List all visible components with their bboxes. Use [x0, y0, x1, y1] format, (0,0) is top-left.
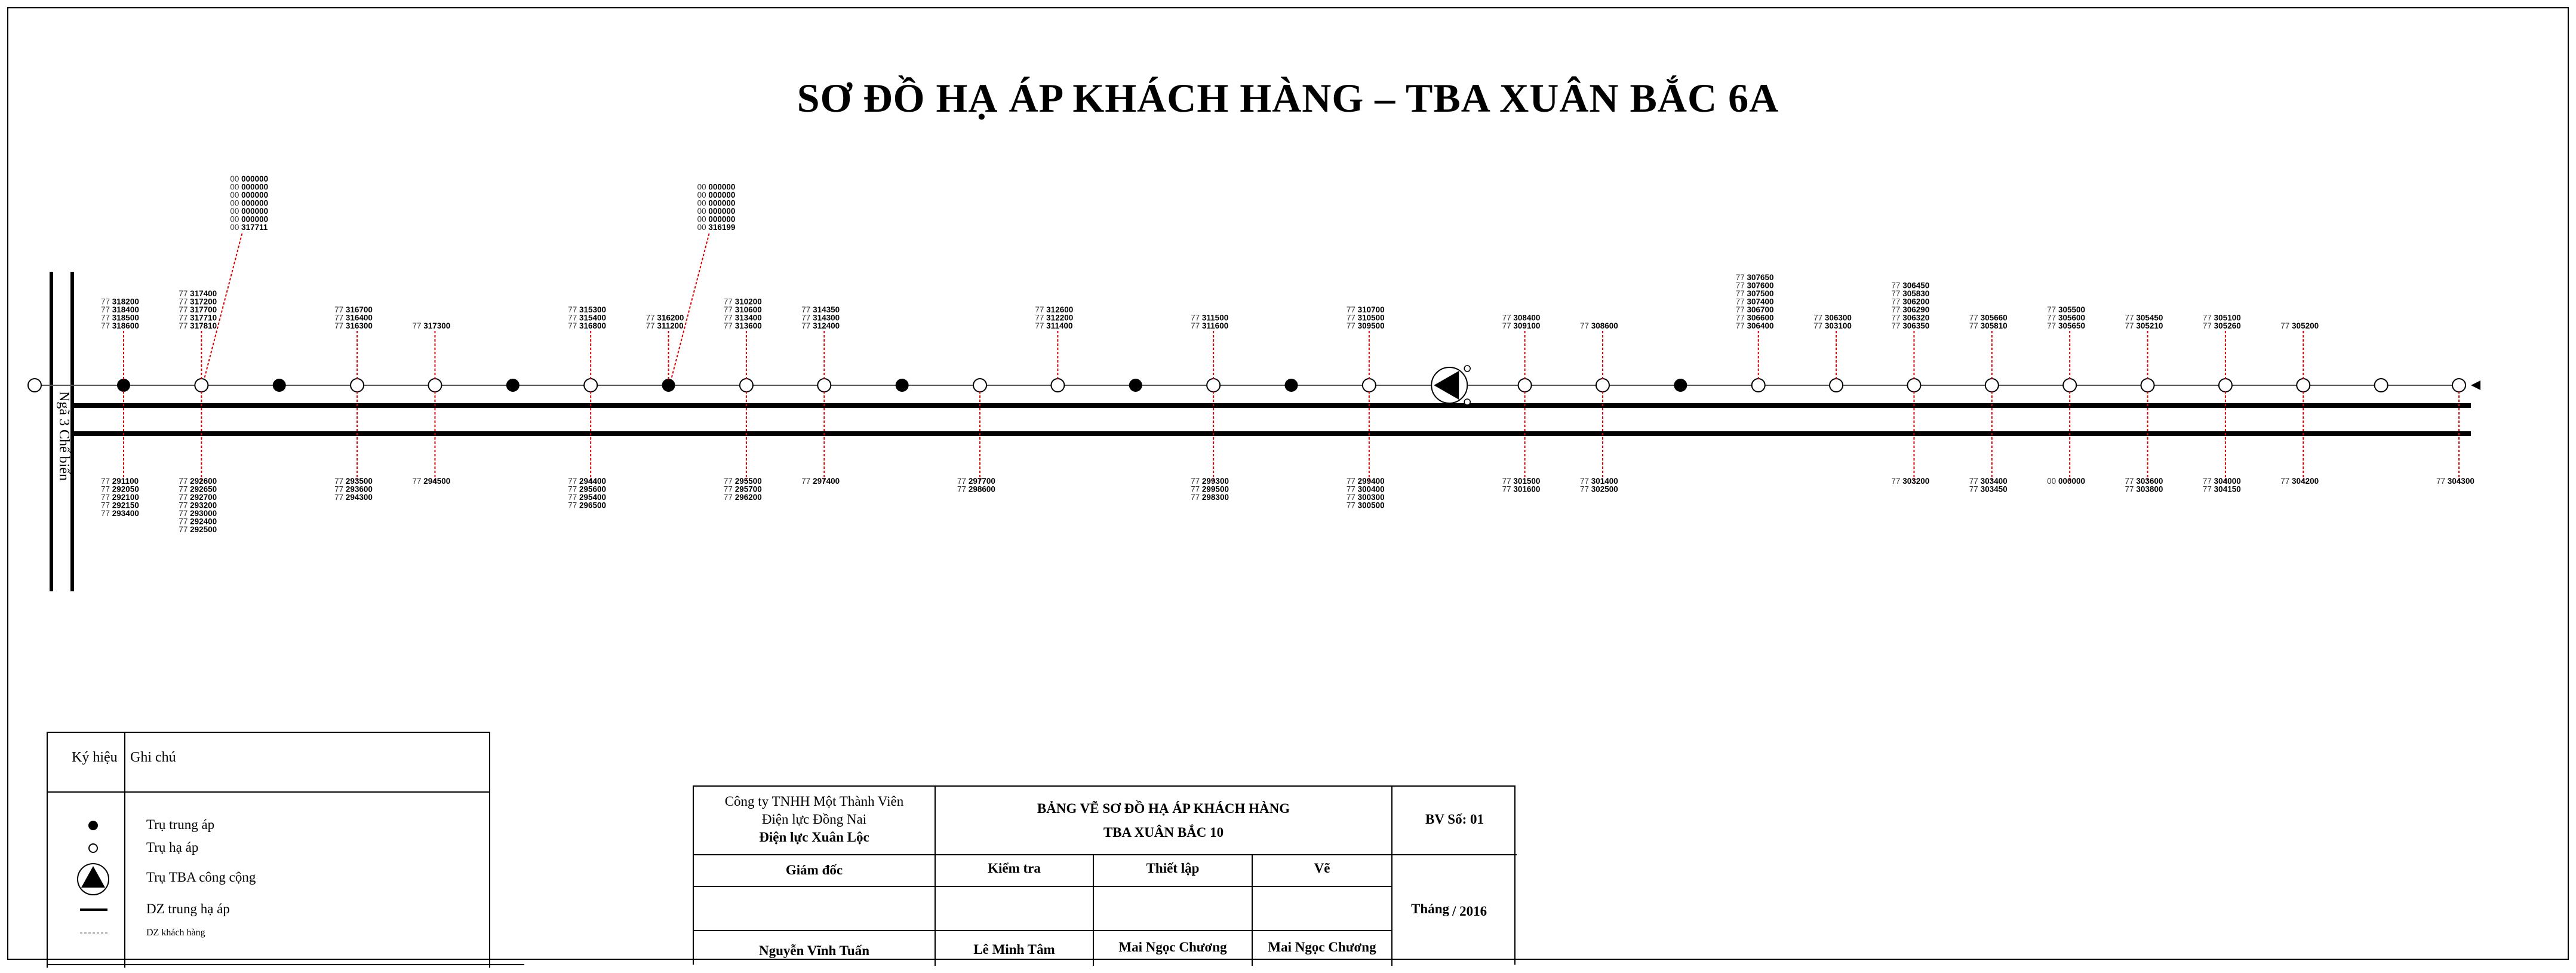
- page-title: SƠ ĐỒ HẠ ÁP KHÁCH HÀNG – TBA XUÂN BẮC 6A: [797, 75, 1779, 121]
- name-director: Nguyễn Vĩnh Tuấn: [759, 943, 869, 958]
- legend-underline: [47, 964, 524, 965]
- customer-group: [1813, 314, 1852, 380]
- role-draw: Vẽ: [1314, 861, 1330, 876]
- customer-code: 77 291100: [101, 477, 139, 486]
- customer-code: 77 305660: [1969, 313, 2008, 323]
- company-line-2: Điện lực Đồng Nai: [761, 812, 867, 827]
- customer-code: 77 311600: [1191, 321, 1229, 330]
- tba-pole: [1431, 366, 1470, 405]
- customer-code: 77 292650: [179, 484, 217, 494]
- customer-code: 77 307400: [1735, 297, 1774, 306]
- drawing-title-line-2: TBA XUÂN BẮC 10: [1103, 825, 1224, 840]
- customer-code: 77 304000: [2202, 477, 2241, 486]
- lv-pole: [2219, 379, 2232, 392]
- customer-code: 77 315400: [568, 313, 607, 323]
- customer-code: 00 000000: [230, 198, 269, 208]
- legend-item-lv-pole: [48, 836, 491, 860]
- role-director: Giám đốc: [785, 862, 843, 877]
- customer-code: 77 318600: [101, 321, 139, 330]
- customer-code: 77 316200: [645, 313, 684, 323]
- lv-pole: [2063, 379, 2076, 392]
- mv-pole: [896, 379, 909, 392]
- customer-code: 77 312200: [1035, 313, 1074, 323]
- customer-code: 77 293000: [179, 509, 217, 518]
- lv-pole: [2452, 379, 2466, 392]
- mv-pole-icon: [48, 814, 124, 837]
- customer-code: 00 317711: [230, 223, 268, 232]
- customer-code: 77 311400: [1035, 321, 1073, 330]
- lv-pole: [1830, 379, 1843, 392]
- customer-group: [801, 305, 840, 379]
- mv-pole: [1674, 379, 1687, 392]
- customer-code: 77 304150: [2202, 484, 2241, 494]
- legend-item-label: DZ khách hàng: [146, 928, 205, 938]
- drawing-title: [936, 800, 1391, 842]
- customer-group: [204, 174, 268, 378]
- customer-code: 77 296500: [568, 501, 607, 510]
- customer-group: [646, 314, 684, 380]
- customer-code: 77 303400: [1969, 477, 2008, 486]
- legend-item-label: DZ trung hạ áp: [146, 901, 230, 916]
- customer-code: 77 304300: [2436, 477, 2474, 486]
- legend-item-mv-pole: [48, 814, 491, 837]
- customer-code: 77 292700: [179, 493, 217, 502]
- legend-item-label: Trụ TBA công cộng: [146, 870, 256, 885]
- customer-code: 77 293500: [334, 477, 373, 486]
- customer-code: 77 314300: [801, 313, 840, 323]
- tba-pole-icon: [48, 861, 124, 897]
- customer-code: 77 294300: [334, 493, 373, 502]
- customer-code: 77 306300: [1813, 313, 1852, 323]
- customer-group: [412, 321, 450, 379]
- branch-label: Ngã 3 Chế biến: [56, 391, 72, 481]
- customer-code: 77 317700: [179, 305, 217, 314]
- role-check: Kiểm tra: [988, 861, 1041, 876]
- customer-code: 77 306350: [1891, 321, 1930, 330]
- customer-code: 77 300500: [1346, 501, 1385, 510]
- customer-group: [179, 391, 217, 534]
- lv-pole: [1051, 379, 1064, 392]
- customer-group: [2047, 305, 2085, 379]
- mv-pole: [273, 379, 286, 392]
- customer-code: 77 302500: [1579, 484, 1618, 494]
- mv-pole: [1285, 379, 1298, 392]
- drawing-title-line-1: BẢNG VẼ SƠ ĐỒ HẠ ÁP KHÁCH HÀNG: [1037, 801, 1290, 816]
- customer-code: 77 318200: [101, 297, 139, 306]
- line-end-arrow: [2471, 380, 2480, 390]
- customer-code: 77 306320: [1891, 313, 1930, 323]
- mv-pole: [117, 379, 130, 392]
- company-line-3: Điện lực Xuân Lộc: [759, 830, 869, 845]
- lv-pole: [740, 379, 753, 392]
- customer-code: 77 301600: [1502, 484, 1541, 494]
- lv-pole: [973, 379, 986, 392]
- customer-code: 77 305450: [2125, 313, 2163, 323]
- lv-pole: [1363, 379, 1376, 392]
- customer-code: 77 316700: [334, 305, 373, 314]
- customer-code: 77 305600: [2047, 313, 2086, 323]
- customer-code: 77 293600: [334, 484, 373, 494]
- customer-code: 77 312400: [801, 321, 840, 330]
- customer-code: 77 317200: [179, 297, 217, 306]
- lv-pole: [1207, 379, 1220, 392]
- customer-code: 77 310700: [1346, 305, 1385, 314]
- customer-code: 77 299400: [1346, 477, 1385, 486]
- legend-item-customer-line: [48, 921, 491, 945]
- name-draw: Mai Ngọc Chương: [1268, 940, 1376, 954]
- customer-code: 77 305210: [2125, 321, 2163, 330]
- customer-code: 77 292600: [179, 477, 217, 486]
- year-label: / 2016: [1452, 904, 1487, 919]
- customer-group: [2125, 314, 2163, 380]
- customer-code: 77 295700: [723, 484, 762, 494]
- tb-divider: [694, 930, 1391, 931]
- customer-code: 77 307500: [1735, 289, 1774, 298]
- customer-code: 00 000000: [697, 198, 736, 208]
- customer-code: 77 299500: [1191, 484, 1229, 494]
- customer-code: 77 292500: [179, 525, 217, 534]
- customer-code: 77 296200: [723, 493, 762, 502]
- customer-code: 77 294500: [412, 477, 451, 486]
- customer-group: [101, 297, 139, 380]
- customer-code: 77 292400: [179, 517, 217, 526]
- lv-pole: [2141, 379, 2154, 392]
- customer-code: 77 297400: [801, 477, 840, 486]
- customer-code: 77 303100: [1813, 321, 1852, 330]
- lv-pole: [428, 379, 441, 392]
- customer-code: 77 307600: [1735, 281, 1774, 290]
- customer-code: 77 293400: [101, 509, 139, 518]
- lv-pole: [584, 379, 597, 392]
- customer-code: 77 303450: [1969, 484, 2008, 494]
- customer-group: [2280, 321, 2319, 379]
- customer-code: 77 318500: [101, 313, 139, 323]
- customer-group: [1347, 391, 1385, 510]
- customer-code: 77 305260: [2202, 321, 2241, 330]
- customer-group: [179, 289, 217, 379]
- customer-code: 77 295400: [568, 493, 607, 502]
- role-setup: Thiết lập: [1146, 861, 1200, 876]
- customer-code: 77 316400: [334, 313, 373, 323]
- customer-code: 77 309100: [1502, 321, 1541, 330]
- tb-divider: [694, 886, 1391, 887]
- name-check: Lê Minh Tâm: [973, 942, 1055, 957]
- customer-code: 77 308400: [1502, 313, 1541, 323]
- customer-code: 77 301500: [1502, 477, 1541, 486]
- customer-code: 77 305500: [2047, 305, 2086, 314]
- customer-code: 77 306700: [1735, 305, 1774, 314]
- customer-code: 00 000000: [697, 214, 736, 224]
- customer-code: 77 316800: [568, 321, 607, 330]
- customer-group: [334, 305, 373, 379]
- customer-group: [1580, 321, 1618, 379]
- customer-code: 77 317300: [412, 321, 451, 330]
- customer-code: 77 305830: [1891, 289, 1930, 298]
- customer-code: 00 000000: [230, 214, 269, 224]
- customer-code: 77 300300: [1346, 493, 1385, 502]
- customer-code: 77 299300: [1191, 477, 1229, 486]
- customer-code: 77 300400: [1346, 484, 1385, 494]
- lv-pole: [1907, 379, 1920, 392]
- sheet-number: BV Số: 01: [1425, 812, 1484, 827]
- company-line-1: Công ty TNHH Một Thành Viên: [724, 794, 904, 809]
- customer-code: 77 305810: [1969, 321, 2008, 330]
- customer-code: 77 303600: [2125, 477, 2163, 486]
- customer-group: [724, 297, 762, 380]
- customer-code: 77 313400: [723, 313, 762, 323]
- customer-code: 77 313600: [723, 321, 762, 330]
- legend-item-mv-line: [48, 898, 491, 922]
- lv-pole: [1596, 379, 1609, 392]
- lv-pole: [1752, 379, 1765, 392]
- mv-pole: [506, 379, 519, 392]
- customer-code: 77 305100: [2202, 313, 2241, 323]
- customer-code: 77 305650: [2047, 321, 2086, 330]
- month-label: Tháng: [1411, 901, 1449, 916]
- tb-divider: [1391, 854, 1517, 855]
- customer-code: 77 293200: [179, 501, 217, 510]
- customer-code: 77 314350: [801, 305, 840, 314]
- customer-code: 77 312600: [1035, 305, 1074, 314]
- lv-pole: [2375, 379, 2388, 392]
- name-setup: Mai Ngọc Chương: [1118, 940, 1227, 954]
- customer-code: 00 000000: [697, 191, 736, 199]
- customer-group: [1035, 305, 1073, 379]
- legend-item-label: Trụ hạ áp: [146, 840, 199, 855]
- customer-code: 77 310500: [1346, 313, 1385, 323]
- customer-code: 77 297700: [957, 477, 995, 486]
- customer-code: 77 318400: [101, 305, 139, 314]
- legend-table: [47, 732, 490, 968]
- lv-pole: [195, 379, 208, 392]
- customer-code: 00 000000: [230, 174, 269, 183]
- customer-code: 77 294400: [568, 477, 607, 486]
- customer-code: 77 311200: [645, 321, 684, 330]
- customer-code: 00 000000: [230, 207, 269, 216]
- mv-line-icon: [48, 898, 124, 922]
- customer-code: 00 000000: [230, 191, 269, 199]
- labels-layer: [101, 174, 2474, 534]
- lv-pole: [1518, 379, 1532, 392]
- customer-code: 77 306290: [1891, 305, 1930, 314]
- customer-group: [101, 391, 139, 518]
- customer-code: 00 000000: [2047, 477, 2086, 486]
- customer-code: 77 295500: [723, 477, 762, 486]
- customer-group: [1969, 314, 2008, 380]
- customer-code: 77 310200: [723, 297, 762, 306]
- customer-group: [672, 183, 736, 379]
- lv-pole: [817, 379, 831, 392]
- customer-group: [568, 305, 606, 379]
- customer-code: 00 000000: [230, 182, 269, 192]
- customer-code: 77 303200: [1891, 477, 1930, 486]
- customer-dropline: [672, 234, 709, 378]
- customer-code: 77 304200: [2280, 477, 2319, 486]
- customer-code: 77 306600: [1735, 313, 1774, 323]
- customer-group: [2203, 314, 2241, 380]
- lv-pole-icon: [48, 836, 124, 860]
- customer-code: 77 317810: [179, 321, 217, 330]
- lv-pole: [2297, 379, 2310, 392]
- customer-group: [1502, 314, 1541, 380]
- legend-header-symbol: Ký hiệu: [72, 750, 118, 765]
- customer-code: 77 305200: [2280, 321, 2319, 330]
- customer-group: [568, 391, 606, 510]
- customer-code: 77 295600: [568, 484, 607, 494]
- customer-code: 77 310600: [723, 305, 762, 314]
- customer-group: [1891, 281, 1929, 380]
- company-name: [694, 793, 935, 846]
- line-start-terminal: [28, 379, 41, 392]
- customer-code: 00 316199: [697, 223, 736, 232]
- customer-code: 77 311500: [1191, 313, 1229, 323]
- customer-code: 77 306450: [1891, 281, 1930, 290]
- customer-code: 77 292050: [101, 484, 139, 494]
- lv-pole: [351, 379, 364, 392]
- mv-pole: [1129, 379, 1142, 392]
- legend-item-tba: [48, 861, 491, 897]
- dashed-line-icon: [48, 921, 124, 945]
- customer-code: 77 307650: [1735, 273, 1774, 282]
- customer-code: 77 292150: [101, 501, 139, 510]
- mv-pole: [662, 379, 675, 392]
- customer-code: 77 316300: [334, 321, 373, 330]
- customer-code: 77 306400: [1735, 321, 1774, 330]
- customer-code: 77 308600: [1579, 321, 1618, 330]
- customer-code: 77 298300: [1191, 493, 1229, 502]
- customer-group: [1347, 305, 1385, 379]
- legend-header-note: Ghi chú: [130, 750, 176, 765]
- customer-code: 77 301400: [1579, 477, 1618, 486]
- customer-group: [1191, 314, 1228, 380]
- customer-code: 77 298600: [957, 484, 995, 494]
- tb-divider: [694, 854, 1391, 855]
- customer-code: 00 000000: [697, 207, 736, 216]
- customer-code: 77 292100: [101, 493, 139, 502]
- customer-code: 77 315300: [568, 305, 607, 314]
- customer-code: 77 317710: [179, 313, 217, 323]
- title-block: [693, 785, 1516, 965]
- lv-pole: [1985, 379, 1999, 392]
- customer-code: 77 309500: [1346, 321, 1385, 330]
- customer-code: 00 000000: [697, 182, 736, 192]
- customer-code: 77 306200: [1891, 297, 1930, 306]
- customer-code: 77 317400: [179, 289, 217, 298]
- customer-group: [1736, 273, 1774, 379]
- legend-item-label: Trụ trung áp: [146, 817, 215, 832]
- customer-code: 77 303800: [2125, 484, 2163, 494]
